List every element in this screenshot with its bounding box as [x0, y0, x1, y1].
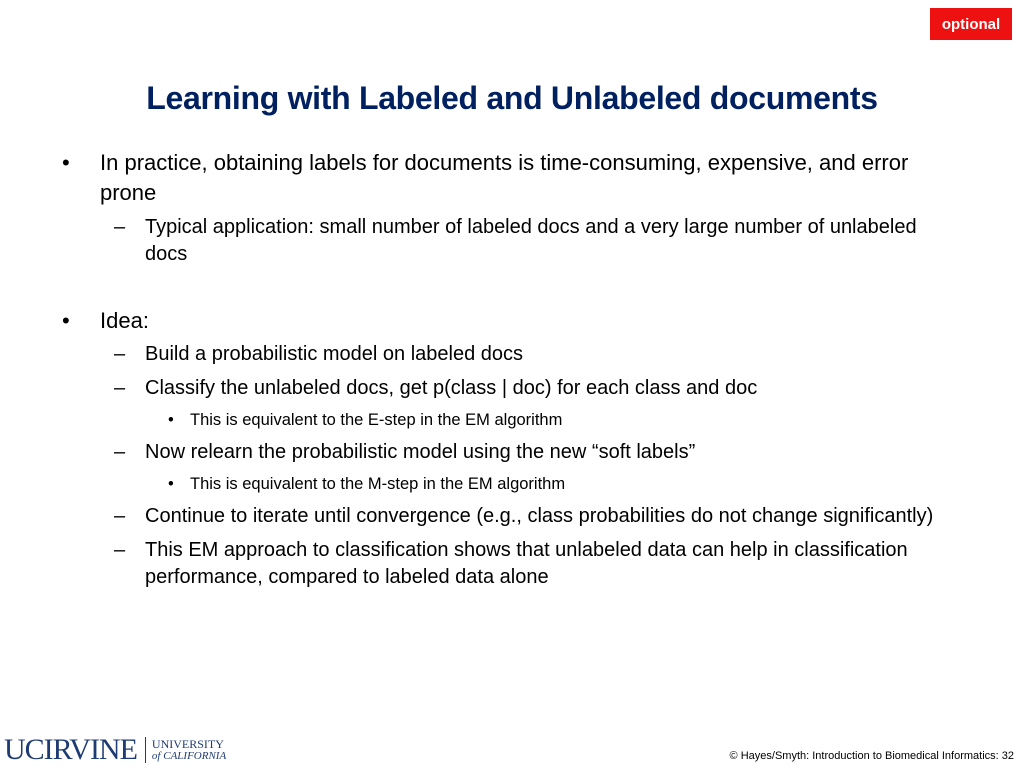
dash-marker: – — [114, 441, 126, 463]
dash-marker: – — [114, 505, 126, 527]
sub-bullet-text: Classify the unlabeled docs, get p(class | doc) for each class and doc — [145, 377, 758, 399]
logo-california-text: of CALIFORNIA — [151, 750, 227, 762]
bullet-marker: • — [168, 411, 174, 429]
sub-bullet-text: Build a probabilistic model on labeled docs — [145, 343, 524, 365]
sub-bullet-item — [0, 375, 1024, 402]
bullet-item — [0, 306, 1024, 336]
bullet-marker: • — [62, 150, 70, 175]
dash-marker: – — [114, 539, 126, 561]
bullet-text: In practice, obtaining labels for documents is time-consuming, expensive, and error prone — [100, 150, 909, 205]
sub-bullet-item — [0, 537, 1024, 591]
dash-marker: – — [114, 377, 126, 399]
sub-sub-bullet-item — [0, 472, 1024, 496]
logo-divider — [145, 737, 146, 763]
logo-university-block — [152, 738, 226, 762]
sub-sub-bullet-text: This is equivalent to the M-step in the EM algorithm — [190, 475, 566, 493]
bullet-marker: • — [168, 475, 174, 493]
sub-bullet-text: Continue to iterate until convergence (e.g., class probabilities do not change significantly) — [145, 505, 934, 527]
logo-university-text: UNIVERSITY — [151, 737, 224, 751]
slide-title: Learning with Labeled and Unlabeled documents — [146, 80, 878, 116]
sub-bullet-item — [0, 341, 1024, 368]
uc-irvine-logo — [4, 734, 226, 766]
sub-bullet-item — [0, 214, 1024, 268]
footer-copyright: © Hayes/Smyth: Introduction to Biomedical Informatics: 32 — [729, 750, 1014, 762]
sub-bullet-text: This EM approach to classification shows that unlabeled data can help in classification performance, compared to labeled data alone — [145, 539, 908, 588]
sub-sub-bullet-text: This is equivalent to the E-step in the EM algorithm — [190, 411, 563, 429]
dash-marker: – — [114, 216, 126, 238]
sub-bullet-item — [0, 439, 1024, 466]
slide-content — [0, 148, 1024, 591]
sub-bullet-text: Typical application: small number of labeled docs and a very large number of unlabeled docs — [145, 216, 917, 265]
optional-badge: optional — [930, 8, 1012, 40]
logo-uci-text: UCIRVINE — [4, 733, 137, 766]
bullet-item — [0, 148, 1024, 208]
bullet-text: Idea: — [100, 308, 149, 333]
sub-bullet-item — [0, 503, 1024, 530]
sub-sub-bullet-item — [0, 408, 1024, 432]
bullet-marker: • — [62, 308, 70, 333]
dash-marker: – — [114, 343, 126, 365]
sub-bullet-text: Now relearn the probabilistic model using the new “soft labels” — [145, 441, 696, 463]
